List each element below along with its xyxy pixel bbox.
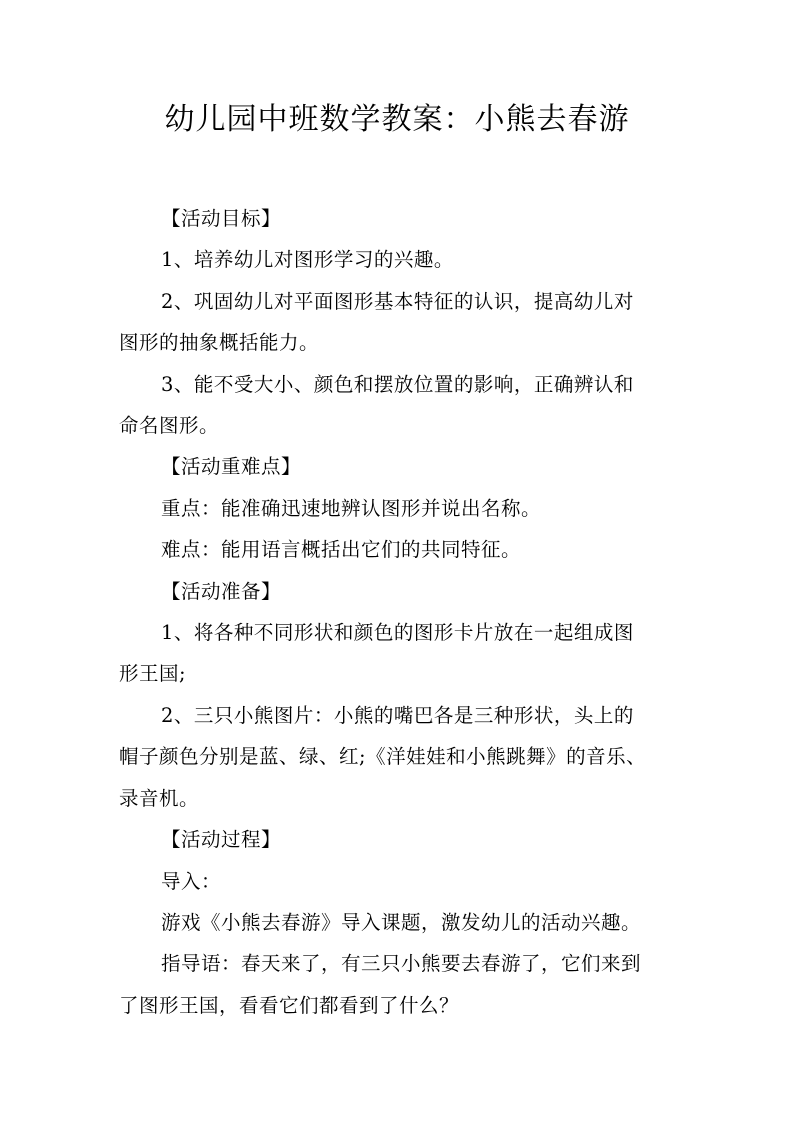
paragraph-line: 2、巩固幼儿对平面图形基本特征的认识，提高幼儿对 bbox=[161, 289, 634, 313]
paragraph-line: 游戏《小熊去春游》导入课题，激发幼儿的活动兴趣。 bbox=[161, 910, 642, 934]
paragraph-line: 录音机。 bbox=[119, 786, 200, 810]
section-heading-process: 【活动过程】 bbox=[161, 828, 282, 852]
paragraph-line: 形王国; bbox=[119, 662, 187, 686]
document-body bbox=[119, 198, 679, 1026]
paragraph-line: 了图形王国，看看它们都看到了什么？ bbox=[119, 993, 460, 1017]
section-heading-preparation: 【活动准备】 bbox=[161, 579, 282, 603]
paragraph-line: 命名图形。 bbox=[119, 414, 220, 438]
paragraph-line: 2、三只小熊图片：小熊的嘴巴各是三种形状，头上的 bbox=[161, 703, 634, 727]
paragraph-line: 3、能不受大小、颜色和摆放位置的影响，正确辨认和 bbox=[161, 372, 634, 396]
section-heading-goals: 【活动目标】 bbox=[161, 207, 282, 230]
document-title: 幼儿园中班数学教案：小熊去春游 bbox=[164, 102, 630, 137]
paragraph-line: 重点：能准确迅速地辨认图形并说出名称。 bbox=[161, 496, 542, 520]
paragraph-line: 1、培养幼儿对图形学习的兴趣。 bbox=[161, 248, 454, 272]
paragraph-line: 导入： bbox=[161, 869, 222, 893]
section-heading-key-points: 【活动重难点】 bbox=[161, 455, 302, 479]
paragraph-line: 帽子颜色分别是蓝、绿、红;《洋娃娃和小熊跳舞》的音乐、 bbox=[119, 745, 647, 769]
paragraph-line: 指导语：春天来了，有三只小熊要去春游了，它们来到 bbox=[161, 952, 642, 976]
paragraph-line: 图形的抽象概括能力。 bbox=[119, 331, 320, 355]
paragraph-line: 难点：能用语言概括出它们的共同特征。 bbox=[161, 538, 522, 562]
paragraph-line: 1、将各种不同形状和颜色的图形卡片放在一起组成图 bbox=[161, 621, 634, 645]
